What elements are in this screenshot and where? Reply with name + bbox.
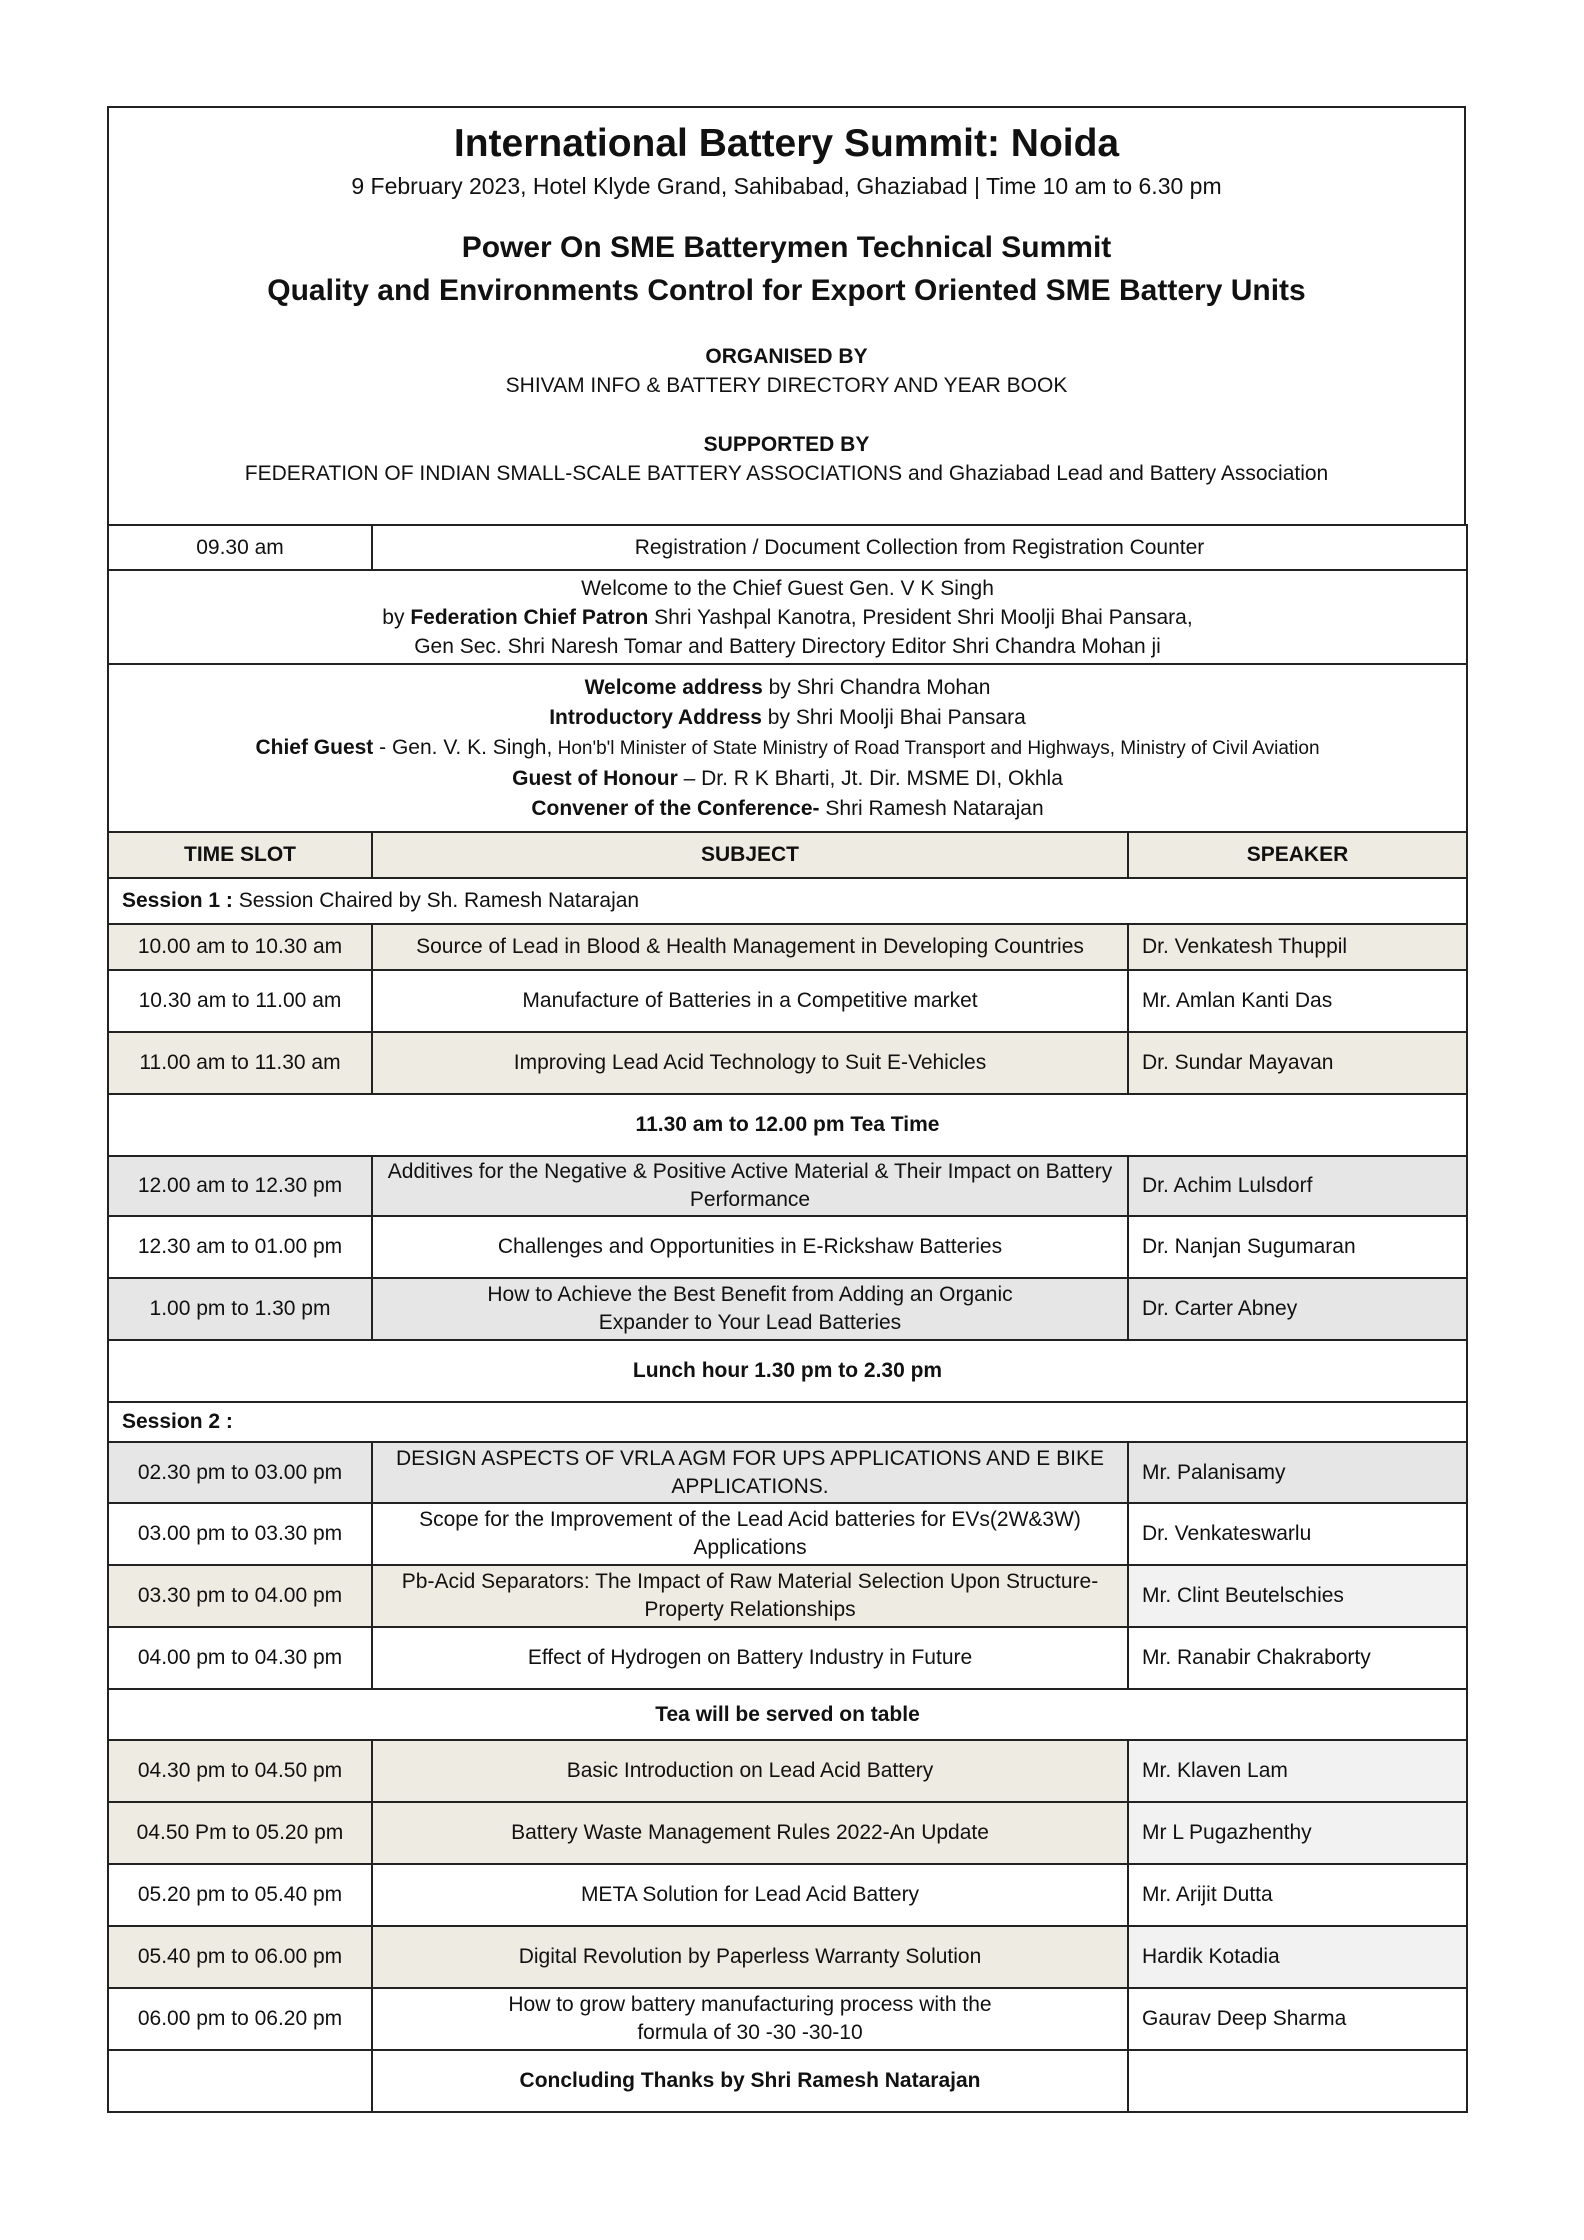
tea-served-row (108, 1689, 1467, 1740)
convener-text: Shri Ramesh Natarajan (819, 796, 1044, 820)
summit-theme: Quality and Environments Control for Export Oriented SME Battery Units (267, 274, 1306, 307)
subject: How to grow battery manufacturing process with the formula of 30 -30 -30-10 (372, 1988, 1128, 2050)
registration-row (108, 525, 1467, 570)
speaker: Gaurav Deep Sharma (1128, 1988, 1467, 2050)
speaker: Mr L Pugazhenthy (1128, 1802, 1467, 1864)
subject: Challenges and Opportunities in E-Rickshaw Batteries (372, 1216, 1128, 1278)
subject: Pb-Acid Separators: The Impact of Raw Material Selection Upon Structure-Property Relationships (372, 1565, 1128, 1627)
time-slot: 04.30 pm to 04.50 pm (108, 1740, 372, 1802)
welcome-cell (108, 570, 1467, 664)
welcome-row (108, 570, 1467, 664)
closing-empty-speaker (1128, 2050, 1467, 2112)
speaker: Mr. Ranabir Chakraborty (1128, 1627, 1467, 1689)
tea-break: 11.30 am to 12.00 pm Tea Time (108, 1094, 1467, 1156)
introductory-address-label: Introductory Address (549, 705, 762, 729)
table-row (108, 1926, 1467, 1988)
session-1-cell (108, 878, 1467, 924)
registration-time: 09.30 am (108, 525, 372, 570)
welcome-line-2-bold: Federation Chief Patron (410, 605, 649, 629)
subject: How to Achieve the Best Benefit from Adding an Organic Expander to Your Lead Batteries (372, 1278, 1128, 1340)
speaker: Dr. Carter Abney (1128, 1278, 1467, 1340)
tea-served: Tea will be served on table (108, 1689, 1467, 1740)
table-row (108, 1442, 1467, 1503)
addresses-cell (108, 664, 1467, 832)
speaker: Dr. Venkateswarlu (1128, 1503, 1467, 1565)
lunch-row (108, 1340, 1467, 1402)
supported-by-value: FEDERATION OF INDIAN SMALL-SCALE BATTERY ASSOCIATIONS and Ghaziabad Lead and Battery Association (244, 462, 1329, 485)
convener (119, 794, 1456, 824)
subject: Battery Waste Management Rules 2022-An Update (372, 1802, 1128, 1864)
chief-guest-label: Chief Guest (255, 735, 374, 759)
subject: Source of Lead in Blood & Health Management in Developing Countries (372, 924, 1128, 970)
speaker: Mr. Palanisamy (1128, 1442, 1467, 1503)
time-slot: 1.00 pm to 1.30 pm (108, 1278, 372, 1340)
addresses-row (108, 664, 1467, 832)
speaker: Mr. Clint Beutelschies (1128, 1565, 1467, 1627)
welcome-address-text: by Shri Chandra Mohan (762, 675, 991, 699)
table-row (108, 1216, 1467, 1278)
time-slot: 02.30 pm to 03.00 pm (108, 1442, 372, 1503)
table-row (108, 1740, 1467, 1802)
time-slot: 12.00 am to 12.30 pm (108, 1156, 372, 1216)
agenda-page (107, 106, 1466, 2113)
table-row (108, 1503, 1467, 1565)
guest-of-honour (119, 764, 1456, 794)
subject: META Solution for Lead Acid Battery (372, 1864, 1128, 1926)
welcome-line-1: Welcome to the Chief Guest Gen. V K Singh (581, 576, 994, 600)
speaker: Mr. Amlan Kanti Das (1128, 970, 1467, 1032)
session-2-label: Session 2 : (108, 1402, 1467, 1442)
table-row (108, 1565, 1467, 1627)
subject: Scope for the Improvement of the Lead Acid batteries for EVs(2W&3W) Applications (372, 1503, 1128, 1565)
agenda-header (107, 106, 1466, 524)
subject: Effect of Hydrogen on Battery Industry in Future (372, 1627, 1128, 1689)
speaker: Hardik Kotadia (1128, 1926, 1467, 1988)
table-row (108, 1802, 1467, 1864)
time-slot: 12.30 am to 01.00 pm (108, 1216, 372, 1278)
table-row (108, 924, 1467, 970)
time-slot: 04.00 pm to 04.30 pm (108, 1627, 372, 1689)
introductory-address-text: by Shri Moolji Bhai Pansara (761, 705, 1026, 729)
organised-by-value: SHIVAM INFO & BATTERY DIRECTORY AND YEAR BOOK (505, 374, 1068, 397)
guest-of-honour-label: Guest of Honour (512, 766, 678, 790)
time-slot: 10.30 am to 11.00 am (108, 970, 372, 1032)
summit-title: Power On SME Batterymen Technical Summit (461, 231, 1112, 264)
speaker: Mr. Klaven Lam (1128, 1740, 1467, 1802)
event-date-venue: 9 February 2023, Hotel Klyde Grand, Sahibabad, Ghaziabad | Time 10 am to 6.30 pm (351, 173, 1222, 199)
supported-by-label: SUPPORTED BY (703, 433, 870, 456)
time-slot: 10.00 am to 10.30 am (108, 924, 372, 970)
welcome-line-2-pre: by (382, 605, 411, 629)
column-header-time: TIME SLOT (108, 832, 372, 878)
welcome-line-2-post: Shri Yashpal Kanotra, President Shri Moolji Bhai Pansara, (648, 605, 1193, 629)
organised-by-label: ORGANISED BY (705, 345, 868, 368)
tea-break-row (108, 1094, 1467, 1156)
subject: Additives for the Negative & Positive Active Material & Their Impact on Battery Performance (372, 1156, 1128, 1216)
table-row (108, 970, 1467, 1032)
page-title: International Battery Summit: Noida (453, 122, 1120, 165)
registration-text: Registration / Document Collection from Registration Counter (372, 525, 1467, 570)
session-1-row (108, 878, 1467, 924)
time-slot: 06.00 pm to 06.20 pm (108, 1988, 372, 2050)
lunch-break: Lunch hour 1.30 pm to 2.30 pm (108, 1340, 1467, 1402)
chief-guest-title: Hon'b'l Minister of State Ministry of Road Transport and Highways, Ministry of Civil Aviation (552, 737, 1320, 759)
closing-thanks: Concluding Thanks by Shri Ramesh Natarajan (372, 2050, 1128, 2112)
speaker: Dr. Sundar Mayavan (1128, 1032, 1467, 1094)
table-row (108, 1864, 1467, 1926)
closing-empty-time (108, 2050, 372, 2112)
subject: Digital Revolution by Paperless Warranty Solution (372, 1926, 1128, 1988)
column-header-speaker: SPEAKER (1128, 832, 1467, 878)
speaker: Mr. Arijit Dutta (1128, 1864, 1467, 1926)
table-row (108, 1032, 1467, 1094)
chief-guest-name: - Gen. V. K. Singh, (373, 735, 553, 759)
session-1-label: Session 1 : (122, 889, 233, 912)
introductory-address (119, 703, 1456, 733)
time-slot: 05.40 pm to 06.00 pm (108, 1926, 372, 1988)
table-row (108, 1988, 1467, 2050)
subject: Improving Lead Acid Technology to Suit E-Vehicles (372, 1032, 1128, 1094)
time-slot: 03.00 pm to 03.30 pm (108, 1503, 372, 1565)
guest-of-honour-text: – Dr. R K Bharti, Jt. Dir. MSME DI, Okhla (677, 766, 1063, 790)
table-row (108, 1278, 1467, 1340)
time-slot: 04.50 Pm to 05.20 pm (108, 1802, 372, 1864)
welcome-line-3: Gen Sec. Shri Naresh Tomar and Battery Directory Editor Shri Chandra Mohan ji (414, 634, 1161, 658)
session-2-row (108, 1402, 1467, 1442)
column-header-row (108, 832, 1467, 878)
time-slot: 11.00 am to 11.30 am (108, 1032, 372, 1094)
speaker: Dr. Achim Lulsdorf (1128, 1156, 1467, 1216)
subject: DESIGN ASPECTS OF VRLA AGM FOR UPS APPLICATIONS AND E BIKE APPLICATIONS. (372, 1442, 1128, 1503)
table-row (108, 1156, 1467, 1216)
convener-label: Convener of the Conference- (531, 796, 820, 820)
speaker: Dr. Venkatesh Thuppil (1128, 924, 1467, 970)
welcome-address-label: Welcome address (584, 675, 763, 699)
column-header-subject: SUBJECT (372, 832, 1128, 878)
session-1-chair: Session Chaired by Sh. Ramesh Natarajan (232, 889, 640, 912)
table-row (108, 1627, 1467, 1689)
time-slot: 05.20 pm to 05.40 pm (108, 1864, 372, 1926)
subject: Basic Introduction on Lead Acid Battery (372, 1740, 1128, 1802)
welcome-line-2 (119, 603, 1456, 632)
speaker: Dr. Nanjan Sugumaran (1128, 1216, 1467, 1278)
closing-row (108, 2050, 1467, 2112)
agenda-table (107, 524, 1468, 2113)
subject: Manufacture of Batteries in a Competitive market (372, 970, 1128, 1032)
chief-guest (119, 733, 1456, 764)
time-slot: 03.30 pm to 04.00 pm (108, 1565, 372, 1627)
welcome-address (119, 673, 1456, 703)
